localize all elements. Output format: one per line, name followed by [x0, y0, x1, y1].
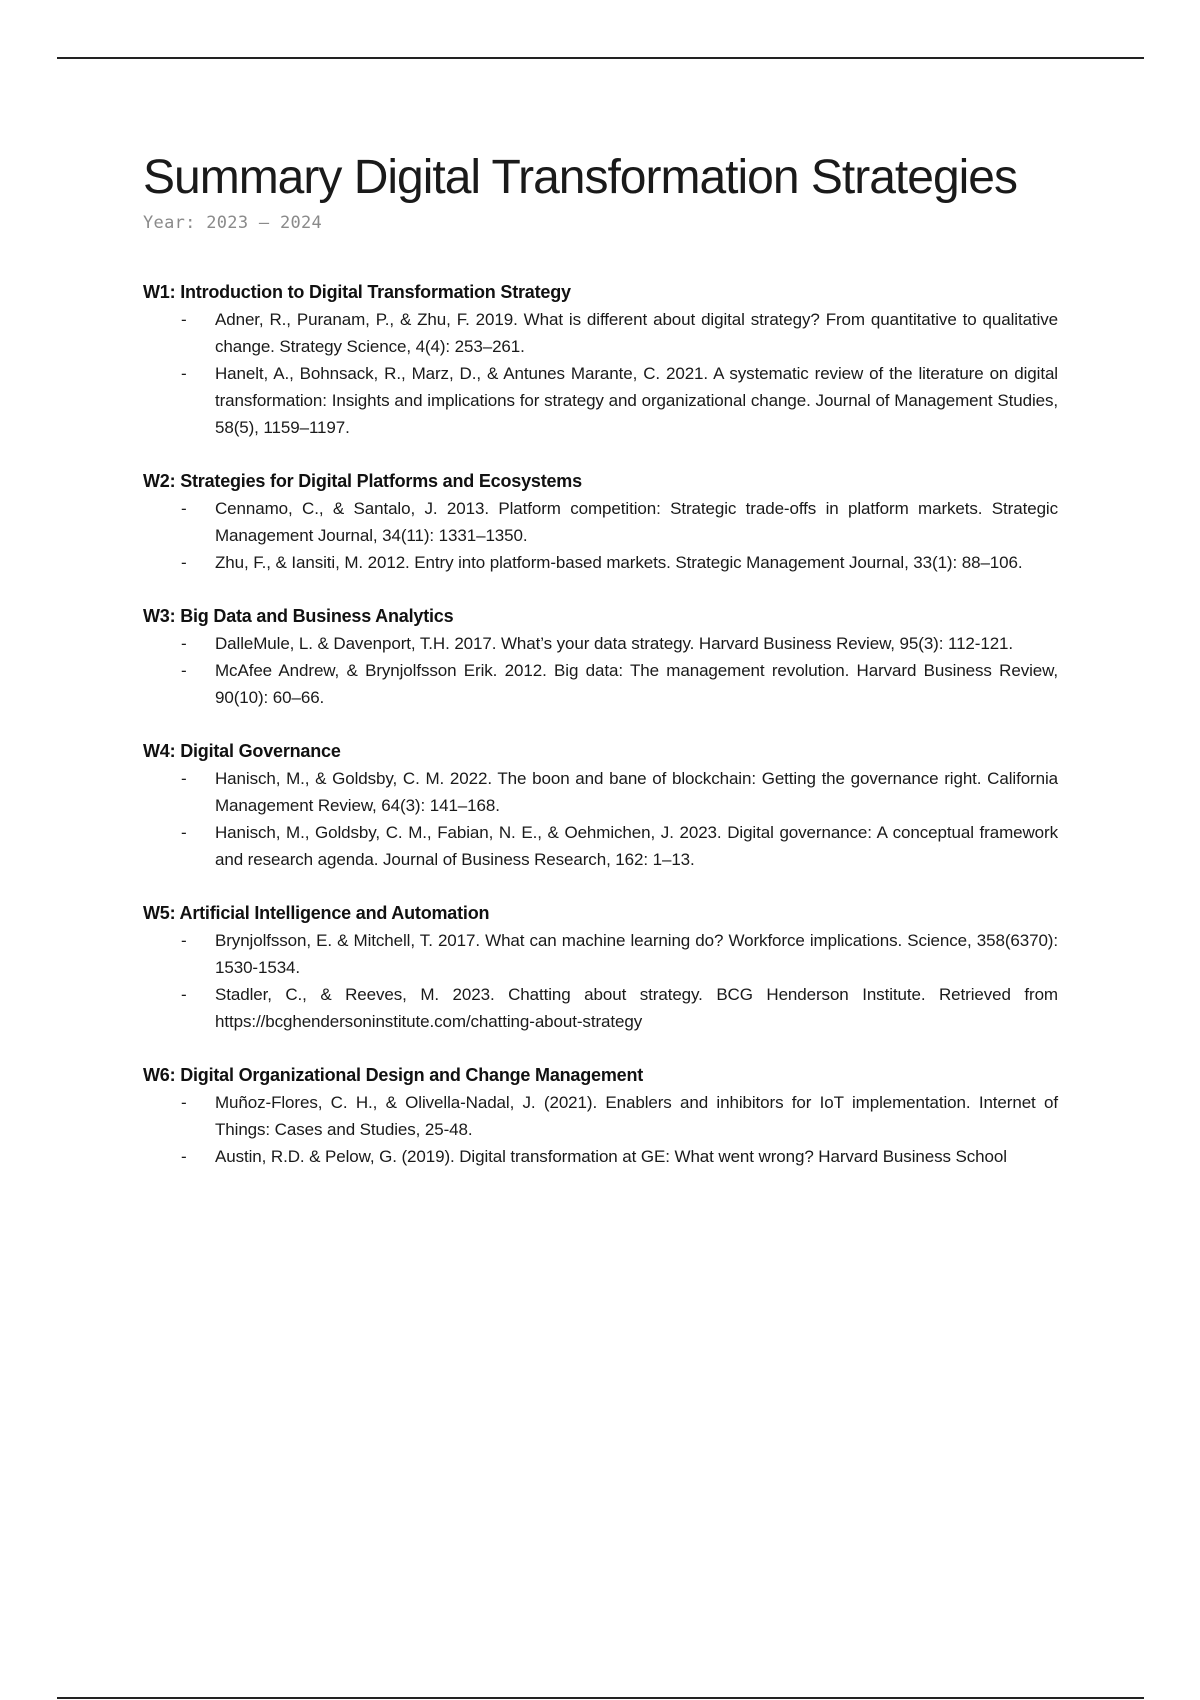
week-section-2 [143, 468, 1058, 576]
reference-list [143, 765, 1058, 873]
footer-rule [57, 1697, 1144, 1699]
reference-list [143, 1089, 1058, 1170]
reference-item [143, 360, 1058, 441]
reference-item [143, 1089, 1058, 1143]
reference-item [143, 657, 1058, 711]
reference-item [143, 630, 1058, 657]
bullet-dash: - [181, 931, 187, 950]
week-heading: W4: Digital Governance [143, 741, 341, 761]
reference-list [143, 927, 1058, 1035]
reference-list [143, 495, 1058, 576]
document-body [143, 148, 1058, 1197]
week-section-1 [143, 279, 1058, 441]
reference-text: Adner, R., Puranam, P., & Zhu, F. 2019. What is different about digital strategy? From quantitative to qualitative change. Strategy Science, 4(4): 253–261. [215, 310, 1058, 356]
week-heading: W1: Introduction to Digital Transformation Strategy [143, 282, 571, 302]
document-title: Summary Digital Transformation Strategies [143, 151, 1017, 204]
week-section-5 [143, 900, 1058, 1035]
bullet-dash: - [181, 769, 187, 788]
week-heading: W6: Digital Organizational Design and Change Management [143, 1065, 644, 1085]
reference-text: DalleMule, L. & Davenport, T.H. 2017. What’s your data strategy. Harvard Business Review, 95(3): 112-121. [215, 634, 1014, 653]
reference-text: McAfee Andrew, & Brynjolfsson Erik. 2012. Big data: The management revolution. Harvard Business Review, 90(10): 60–66. [215, 661, 1058, 707]
bullet-dash: - [181, 634, 187, 653]
week-section-3 [143, 603, 1058, 711]
reference-text: Hanisch, M., Goldsby, C. M., Fabian, N. E., & Oehmichen, J. 2023. Digital governance: A conceptual framework and research agenda. Journal of Business Research, 162: 1–13. [215, 823, 1058, 869]
reference-text: Stadler, C., & Reeves, M. 2023. Chatting about strategy. BCG Henderson Institute. Retrieved from https://bcghendersoninstitute.com/chatting-about-strategy [215, 985, 1058, 1031]
bullet-dash: - [181, 661, 187, 680]
week-section-4 [143, 738, 1058, 873]
reference-text: Austin, R.D. & Pelow, G. (2019). Digital transformation at GE: What went wrong? Harvard Business School [215, 1147, 1007, 1166]
bullet-dash: - [181, 1147, 187, 1166]
bullet-dash: - [181, 823, 187, 842]
bullet-dash: - [181, 310, 187, 329]
week-heading: W2: Strategies for Digital Platforms and Ecosystems [143, 471, 582, 491]
reference-text: Hanisch, M., & Goldsby, C. M. 2022. The boon and bane of blockchain: Getting the governance right. California Management Review, 64(3): 141–168. [215, 769, 1058, 815]
week-heading: W5: Artificial Intelligence and Automation [143, 903, 490, 923]
reference-item [143, 495, 1058, 549]
bullet-dash: - [181, 985, 187, 1004]
reference-item [143, 306, 1058, 360]
reference-text: Cennamo, C., & Santalo, J. 2013. Platform competition: Strategic trade-offs in platform markets. Strategic Management Journal, 34(11): 1331–1350. [215, 499, 1058, 545]
header-rule [57, 57, 1144, 59]
reference-text: Brynjolfsson, E. & Mitchell, T. 2017. What can machine learning do? Workforce implications. Science, 358(6370): 1530-1534. [215, 931, 1058, 977]
bullet-dash: - [181, 499, 187, 518]
reference-item [143, 927, 1058, 981]
week-section-6 [143, 1062, 1058, 1170]
reference-item [143, 981, 1058, 1035]
bullet-dash: - [181, 553, 187, 572]
week-heading: W3: Big Data and Business Analytics [143, 606, 454, 626]
reference-list [143, 306, 1058, 441]
reference-list [143, 630, 1058, 711]
reference-item [143, 1143, 1058, 1170]
bullet-dash: - [181, 1093, 187, 1112]
document-year: Year: 2023 – 2024 [143, 213, 323, 233]
reference-item [143, 819, 1058, 873]
bullet-dash: - [181, 364, 187, 383]
reference-text: Muñoz-Flores, C. H., & Olivella-Nadal, J. (2021). Enablers and inhibitors for IoT implementation. Internet of Things: Cases and Studies, 25-48. [215, 1093, 1058, 1139]
reference-item [143, 765, 1058, 819]
week-sections [143, 279, 1058, 1170]
reference-item [143, 549, 1058, 576]
reference-text: Zhu, F., & Iansiti, M. 2012. Entry into platform-based markets. Strategic Management Journal, 33(1): 88–106. [215, 553, 1023, 572]
reference-text: Hanelt, A., Bohnsack, R., Marz, D., & Antunes Marante, C. 2021. A systematic review of the literature on digital transformation: Insights and implications for strategy and organizational change. Journal of Management Studies, 58(5), 1159–1197. [215, 364, 1058, 437]
